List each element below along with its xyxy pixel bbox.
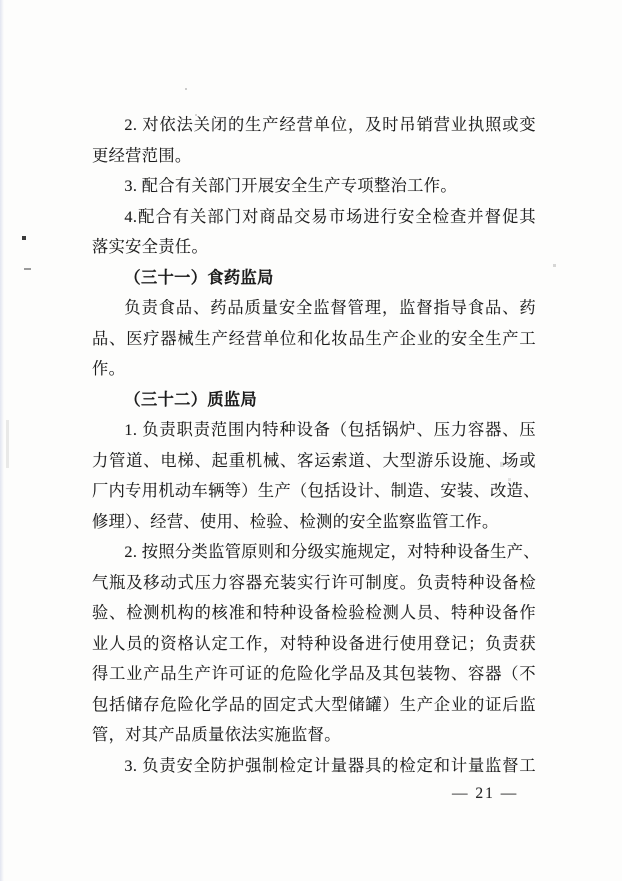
- text-line: 验、检测机构的核准和特种设备检验检测人员、特种设备作: [92, 604, 536, 622]
- section-heading-line: （三十二）质监局: [124, 390, 258, 409]
- text-line: 1. 负责职责范围内特种设备（包括锅炉、压力容器、压: [124, 421, 536, 439]
- scan-speck: [553, 264, 556, 267]
- body-text-block: [92, 110, 540, 781]
- text-line: 落实安全责任。: [92, 238, 209, 256]
- text-line: 2. 对依法关闭的生产经营单位，及时吊销营业执照或变: [124, 116, 536, 134]
- text-line: 4.配合有关部门对商品交易市场进行安全检查并督促其: [124, 207, 536, 226]
- text-line: 品、医疗器械生产经营单位和化妆品生产企业的安全生产工: [92, 329, 536, 348]
- text-line: 更经营范围。: [92, 146, 192, 165]
- scan-speck: [24, 268, 31, 270]
- text-line: 业人员的资格认定工作，对特种设备进行使用登记；负责获: [92, 634, 536, 653]
- text-line: 修理）、经营、使用、检验、检测的安全监察监管工作。: [92, 512, 499, 531]
- text-line: 负责食品、药品质量安全监督管理，监督指导食品、药: [124, 299, 536, 317]
- text-line: 得工业产品生产许可证的危险化学品及其包装物、容器（不: [92, 665, 536, 683]
- text-line: 作。: [92, 360, 126, 378]
- scanner-edge-shadow: [0, 0, 4, 881]
- text-line: 3. 负责安全防护强制检定计量器具的检定和计量监督工: [124, 756, 536, 775]
- text-line: 厂内专用机动车辆等）生产（包括设计、制造、安装、改造、: [92, 482, 540, 500]
- section-heading-line: （三十一）食药监局: [124, 268, 274, 287]
- text-line: 2. 按照分类监管原则和分级实施规定，对特种设备生产、: [124, 543, 540, 561]
- text-line: 管，对其产品质量依法实施监督。: [92, 726, 341, 744]
- text-line: 3. 配合有关部门开展安全生产专项整治工作。: [124, 177, 457, 195]
- scan-speck: [22, 236, 26, 240]
- page-number: — 21 —: [452, 785, 519, 802]
- scan-speck: [185, 88, 187, 90]
- text-line: 包括储存危险化学品的固定式大型储罐）生产企业的证后监: [92, 695, 536, 714]
- text-line: 气瓶及移动式压力容器充装实行许可制度。负责特种设备检: [92, 573, 536, 592]
- text-line: 力管道、电梯、起重机械、客运索道、大型游乐设施、场或: [92, 451, 536, 470]
- scan-smudge: [6, 420, 9, 468]
